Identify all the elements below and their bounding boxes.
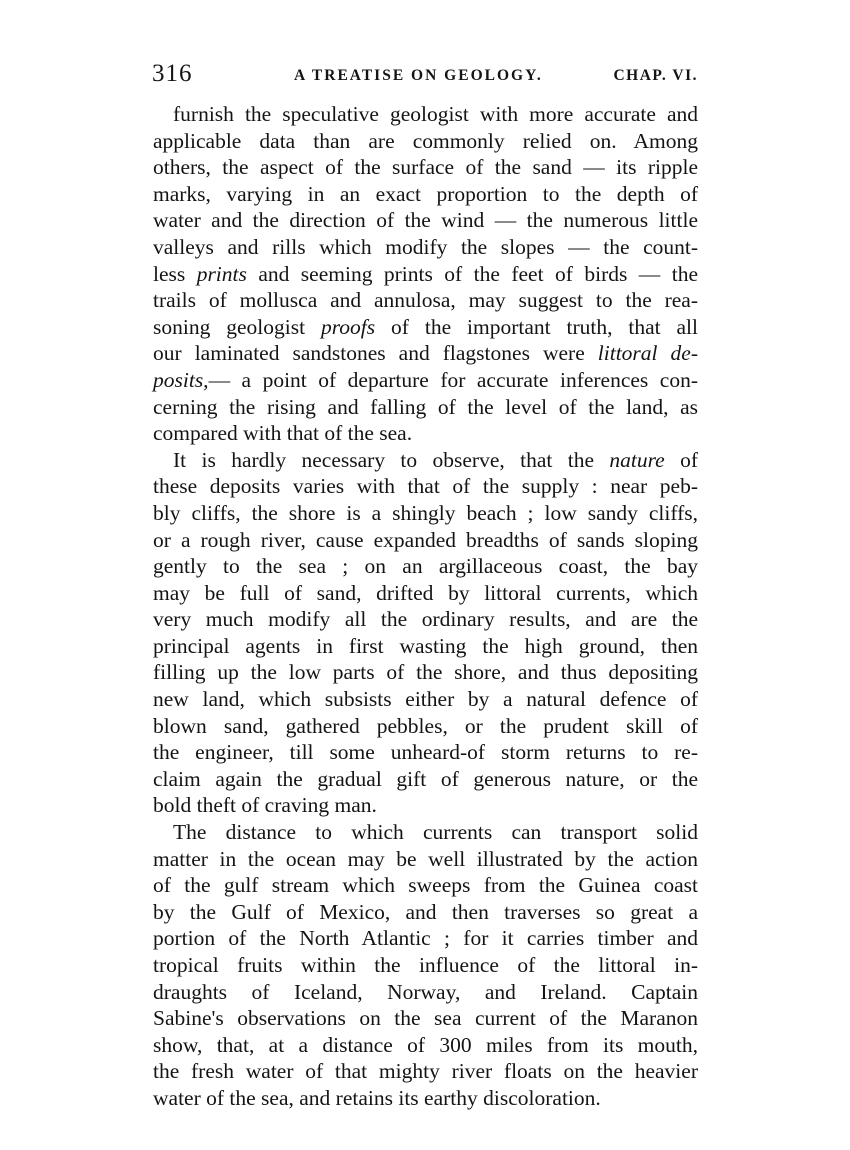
text-line: claim again the gradual gift of generous nature, or the	[153, 766, 698, 791]
text-line: may be full of sand, drifted by littoral currents, which	[153, 580, 698, 605]
running-title: A TREATISE ON GEOLOGY.	[294, 67, 543, 84]
text-line: gently to the sea ; on an argillaceous coast, the bay	[153, 554, 698, 579]
text-line: bly cliffs, the shore is a shingly beach ; low sandy cliffs,	[153, 500, 698, 525]
chapter-label: CHAP. VI.	[613, 67, 698, 84]
text-line: bold theft of craving man.	[153, 793, 377, 818]
text-line: new land, which subsists either by a natural defence of	[153, 687, 698, 712]
page-header	[152, 60, 698, 94]
text-line: very much modify all the ordinary results, and are the	[153, 607, 698, 632]
text-line: others, the aspect of the surface of the sand — its ripple	[153, 155, 698, 180]
text-line	[153, 314, 698, 341]
text-line: Sabine's observations on the sea current of the Maranon	[153, 1006, 698, 1031]
text-segment: of	[664, 447, 698, 472]
paragraph-1	[153, 101, 698, 447]
text-line	[153, 367, 698, 394]
text-line: furnish the speculative geologist with more accurate and	[173, 102, 698, 126]
italic-phrase: prints	[196, 261, 247, 286]
text-line: matter in the ocean may be well illustrated by the action	[153, 846, 698, 871]
text-segment: of the important truth, that all	[375, 314, 699, 339]
text-line: water of the sea, and retains its earthy discoloration.	[153, 1085, 601, 1110]
text-segment: less	[153, 261, 197, 286]
body-text	[153, 101, 698, 1112]
italic-phrase: posits,	[153, 367, 209, 392]
text-segment: our laminated sandstones and flagstones were	[153, 341, 598, 366]
text-segment: soning geologist	[153, 314, 321, 339]
text-segment: — a point of departure for accurate inferences con-	[208, 367, 698, 392]
text-segment: and seeming prints of the feet of birds — the	[246, 261, 698, 286]
text-line: cerning the rising and falling of the level of the land, as	[153, 394, 698, 419]
page-number: 316	[152, 60, 193, 87]
text-line: trails of mollusca and annulosa, may suggest to the rea-	[153, 288, 698, 313]
paragraph-2	[153, 447, 698, 819]
text-line	[153, 340, 698, 367]
italic-phrase: littoral de-	[597, 341, 698, 366]
italic-phrase: proofs	[320, 314, 376, 339]
text-line: of the gulf stream which sweeps from the Guinea coast	[153, 873, 698, 898]
text-line: water and the direction of the wind — the numerous little	[153, 208, 698, 233]
text-line: applicable data than are commonly relied on. Among	[153, 128, 698, 153]
paragraph-3	[153, 819, 698, 1112]
text-line	[153, 261, 698, 288]
text-line: the fresh water of that mighty river floats on the heavier	[153, 1059, 698, 1084]
text-line: valleys and rills which modify the slopes — the count-	[153, 234, 698, 259]
text-line: portion of the North Atlantic ; for it carries timber and	[153, 926, 698, 951]
text-line: these deposits varies with that of the supply : near peb-	[153, 474, 698, 499]
text-line: the engineer, till some unheard-of storm returns to re-	[153, 740, 698, 765]
text-line: compared with that of the sea.	[153, 421, 413, 446]
text-line: principal agents in first wasting the high ground, then	[153, 633, 698, 658]
text-line: show, that, at a distance of 300 miles from its mouth,	[153, 1032, 698, 1057]
italic-phrase: nature	[609, 447, 665, 472]
text-segment: It is hardly necessary to observe, that the	[173, 447, 610, 472]
text-line: blown sand, gathered pebbles, or the prudent skill of	[153, 713, 698, 738]
text-line	[153, 447, 698, 474]
text-line: by the Gulf of Mexico, and then traverses so great a	[153, 899, 698, 924]
text-line: tropical fruits within the influence of the littoral in-	[153, 953, 698, 977]
text-line: filling up the low parts of the shore, and thus depositing	[153, 660, 698, 685]
text-line: marks, varying in an exact proportion to the depth of	[153, 181, 698, 206]
text-line: or a rough river, cause expanded breadths of sands sloping	[153, 527, 698, 552]
text-line: draughts of Iceland, Norway, and Ireland. Captain	[153, 979, 698, 1004]
text-line: The distance to which currents can transport solid	[173, 820, 698, 845]
